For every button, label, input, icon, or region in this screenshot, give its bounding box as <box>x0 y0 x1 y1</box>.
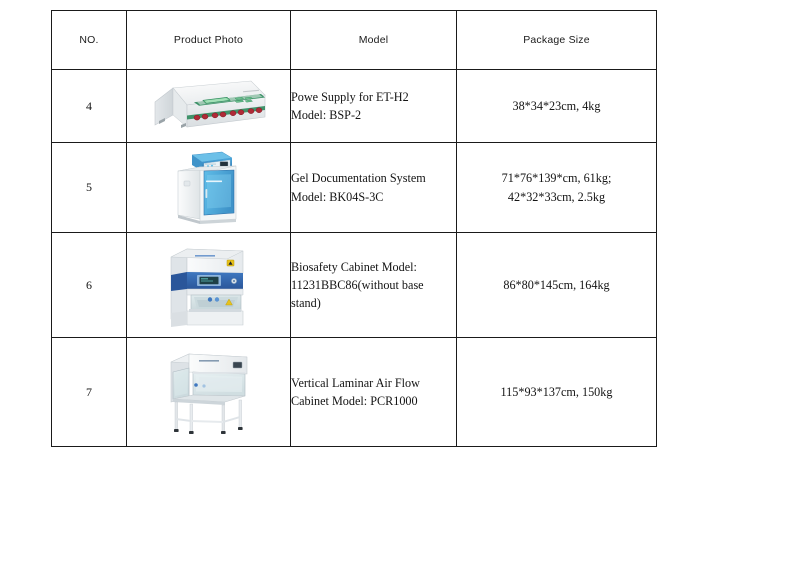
product-photo-cell <box>127 70 291 143</box>
package-size-cell <box>457 233 657 338</box>
column-header-no: NO. <box>52 11 127 70</box>
gel-documentation-system-photo <box>166 149 252 227</box>
package-line: 71*76*139*cm, 61kg; <box>501 171 612 186</box>
model-line: Gel Documentation System <box>291 171 426 186</box>
model-cell <box>291 70 457 143</box>
package-line: 115*93*137cm, 150kg <box>500 384 613 399</box>
table-row <box>52 143 657 233</box>
model-line: Model: BSP-2 <box>291 108 362 122</box>
model-line: Model: BK04S-3C <box>291 189 384 204</box>
product-photo-cell <box>127 233 291 338</box>
table-header-row <box>52 11 657 70</box>
model-cell <box>291 233 457 338</box>
package-size-cell <box>457 70 657 143</box>
column-header-photo: Product Photo <box>127 11 291 70</box>
package-size-cell <box>457 338 657 447</box>
package-line: 86*80*145cm, 164kg <box>503 277 610 292</box>
model-cell <box>291 143 457 233</box>
model-line: Biosafety Cabinet Model: <box>291 259 417 274</box>
package-size-cell <box>457 143 657 233</box>
laminar-air-flow-cabinet-photo <box>159 346 259 438</box>
product-specification-table <box>51 10 657 447</box>
row-number: 4 <box>52 70 127 143</box>
model-line: Vertical Laminar Air Flow <box>291 375 420 390</box>
row-number: 7 <box>52 338 127 447</box>
column-header-package: Package Size <box>457 11 657 70</box>
row-number: 5 <box>52 143 127 233</box>
package-line: 38*34*23cm, 4kg <box>512 98 601 113</box>
product-photo-cell <box>127 338 291 447</box>
model-line: stand) <box>291 296 321 311</box>
model-cell <box>291 338 457 447</box>
table-row <box>52 338 657 447</box>
model-line: 11231BBC86(without base <box>291 277 424 292</box>
table-row <box>52 233 657 338</box>
product-photo-cell <box>127 143 291 233</box>
model-line: Powe Supply for ET-H2 <box>291 89 409 104</box>
power-supply-photo <box>147 75 271 137</box>
row-number: 6 <box>52 233 127 338</box>
column-header-model: Model <box>291 11 457 70</box>
biosafety-cabinet-photo <box>161 239 257 331</box>
table-row <box>52 70 657 143</box>
package-line: 42*32*33cm, 2.5kg <box>507 189 606 204</box>
model-line: Cabinet Model: PCR1000 <box>291 394 418 408</box>
